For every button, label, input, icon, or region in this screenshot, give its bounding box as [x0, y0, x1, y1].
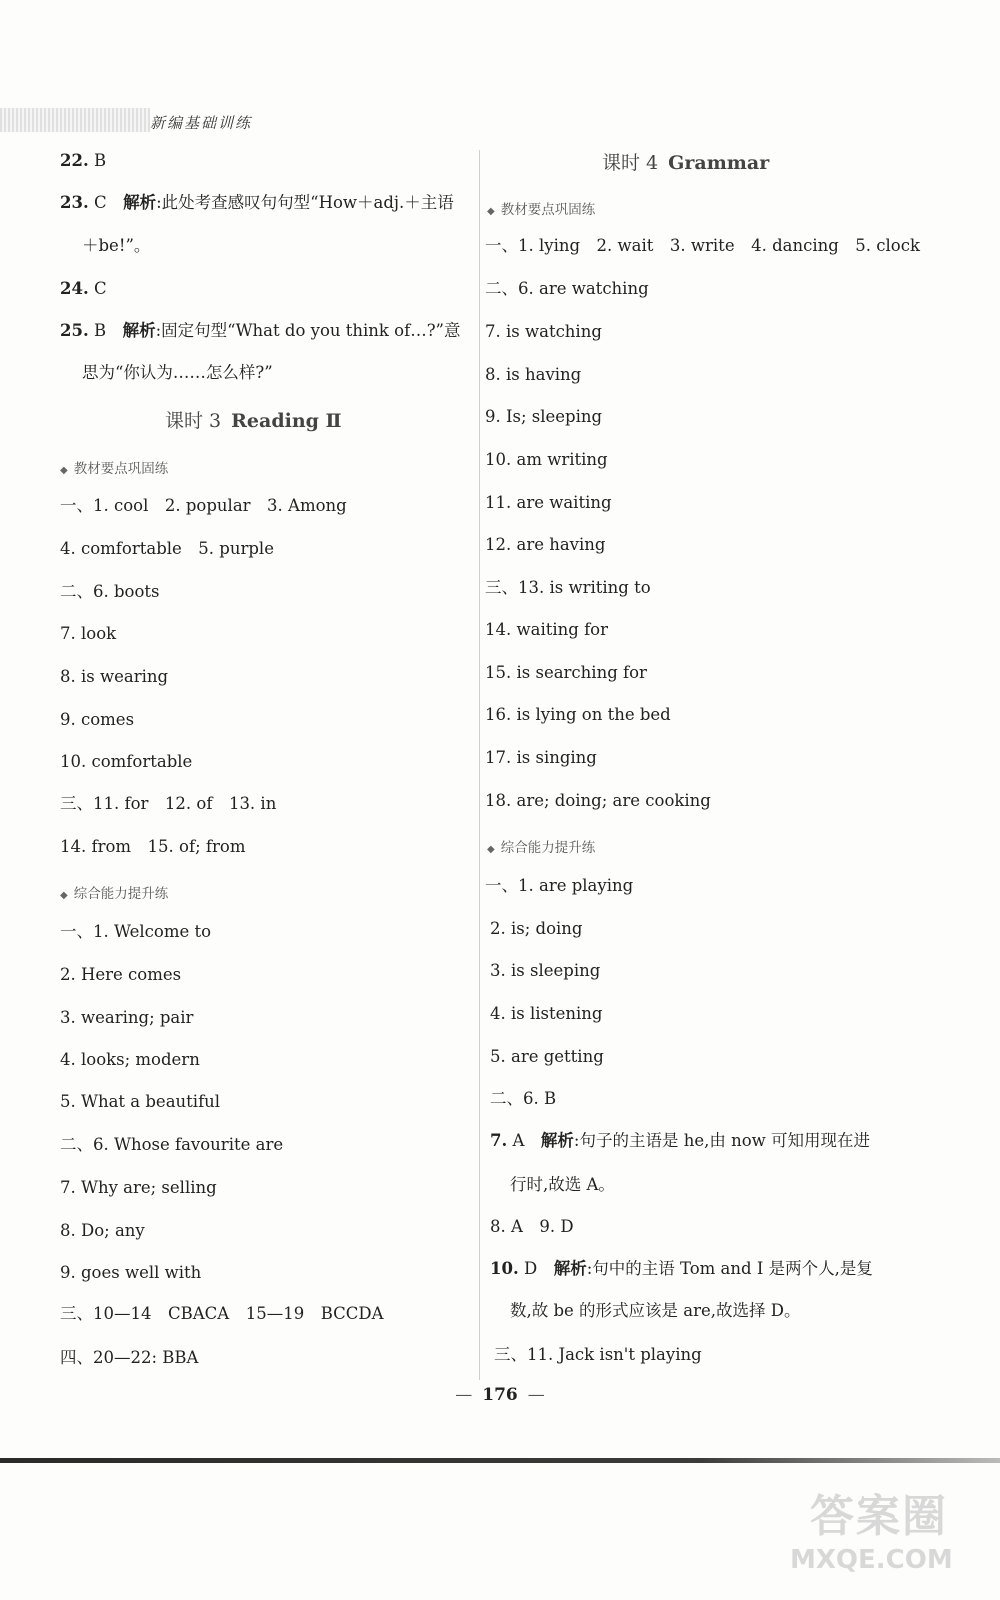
answer-line: 3. is sleeping: [490, 961, 601, 980]
diamond-icon: ◆: [487, 844, 495, 855]
diamond-icon: ◆: [60, 465, 68, 476]
answer-line: 16. is lying on the bed: [485, 705, 671, 724]
answer-10-analysis: 10. D 解析:句中的主语 Tom and I 是两个人,是复: [490, 1259, 873, 1278]
answer-line: 四、20—22: BBA: [60, 1348, 199, 1367]
answer-line: 一、1. Welcome to: [60, 922, 212, 941]
answer-line: 一、1. are playing: [485, 876, 634, 895]
answer-line: 4. is listening: [490, 1004, 603, 1023]
answer-23: 23. C 解析:此处考查感叹句句型“How＋adj.＋主语: [60, 193, 454, 212]
answer-line: 7. Why are; selling: [60, 1178, 217, 1197]
diamond-icon: ◆: [60, 890, 68, 901]
answer-7-cont: 行时,故选 A。: [510, 1175, 615, 1194]
answer-line: 4. comfortable 5. purple: [60, 539, 274, 558]
analysis-label: 解析: [122, 321, 156, 340]
section-heading-advanced: ◆ 综合能力提升练: [487, 840, 596, 856]
answer-line: 2. Here comes: [60, 965, 182, 984]
lesson-3-heading: 课时 3 Reading Ⅱ: [165, 410, 342, 432]
answer-line: 三、11. for 12. of 13. in: [60, 794, 277, 813]
answer-line: 三、13. is writing to: [485, 578, 651, 597]
answer-line: 二、6. are watching: [485, 279, 649, 298]
answer-line: 5. What a beautiful: [60, 1092, 221, 1111]
diamond-icon: ◆: [487, 206, 495, 217]
answer-line: 10. am writing: [485, 450, 608, 469]
answer-line: 三、11. Jack isn't playing: [494, 1345, 702, 1364]
answer-line: 9. goes well with: [60, 1263, 202, 1282]
answer-line: 14. from 15. of; from: [60, 837, 246, 856]
answer-line: 二、6. Whose favourite are: [60, 1135, 284, 1154]
answer-line: 三、10—14 CBACA 15—19 BCCDA: [60, 1304, 384, 1323]
analysis-label: 解析: [123, 193, 157, 212]
column-divider: [479, 150, 480, 1380]
watermark-logo: 答案圈: [810, 1491, 948, 1542]
answer-10-cont: 数,故 be 的形式应该是 are,故选择 D。: [510, 1301, 801, 1320]
section-heading-advanced: ◆ 综合能力提升练: [60, 886, 169, 902]
answer-line: 18. are; doing; are cooking: [485, 791, 711, 810]
answer-line: 8. is having: [485, 365, 582, 384]
answer-line: 15. is searching for: [485, 663, 647, 682]
lesson-4-heading: 课时 4 Grammar: [602, 152, 770, 174]
answer-line: 二、6. boots: [60, 582, 160, 601]
answer-line: 4. looks; modern: [60, 1050, 200, 1069]
analysis-label: 解析: [553, 1259, 587, 1278]
answer-22: 22. B: [60, 151, 107, 170]
answer-line: 8. is wearing: [60, 667, 169, 686]
answer-25: 25. B 解析:固定句型“What do you think of…?”意: [60, 321, 461, 340]
answer-line: 10. comfortable: [60, 752, 193, 771]
analysis-label: 解析: [540, 1131, 574, 1150]
watermark-url: MXQE.COM: [790, 1545, 953, 1575]
answer-25-cont: 思为“你认为……怎么样?”: [82, 363, 273, 382]
answer-line: 7. look: [60, 624, 117, 643]
answer-line: 11. are waiting: [485, 493, 612, 512]
answer-line: 17. is singing: [485, 748, 597, 767]
bottom-rule: [0, 1458, 1000, 1463]
answer-line: 14. waiting for: [485, 620, 608, 639]
answer-line: 一、1. cool 2. popular 3. Among: [60, 496, 347, 515]
answer-24: 24. C: [60, 279, 107, 298]
section-heading-basic: ◆ 教材要点巩固练: [60, 461, 169, 477]
answer-7-analysis: 7. A 解析:句子的主语是 he,由 now 可知用现在进: [490, 1131, 871, 1150]
answer-line: 3. wearing; pair: [60, 1008, 194, 1027]
answer-line: 9. comes: [60, 710, 135, 729]
answer-line: 二、6. B: [490, 1089, 557, 1108]
page-number: — 176 —: [455, 1385, 545, 1405]
answer-line: 2. is; doing: [490, 919, 583, 938]
answer-line: 7. is watching: [485, 322, 602, 341]
answer-line: 一、1. lying 2. wait 3. write 4. dancing 5. clock: [485, 236, 920, 255]
header-decoration: [0, 108, 150, 132]
book-title: 新编基础训练: [150, 114, 253, 132]
section-heading-basic: ◆ 教材要点巩固练: [487, 202, 596, 218]
answer-line: 8. Do; any: [60, 1221, 145, 1240]
answer-23-cont: ＋be!”。: [82, 236, 151, 255]
answer-line: 12. are having: [485, 535, 606, 554]
answer-line: 9. Is; sleeping: [485, 407, 603, 426]
answer-line: 5. are getting: [490, 1047, 604, 1066]
answer-line: 8. A 9. D: [490, 1217, 574, 1236]
